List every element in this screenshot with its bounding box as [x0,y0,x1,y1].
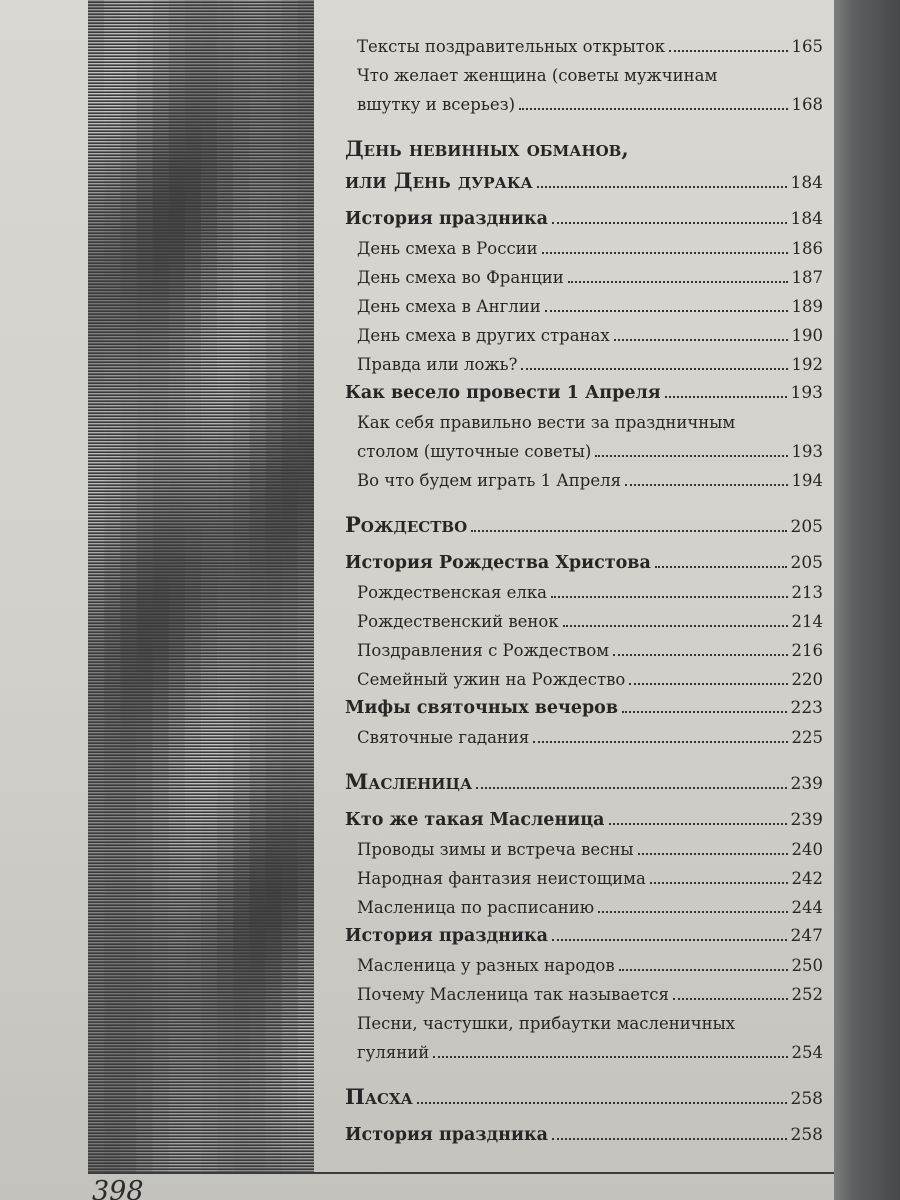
toc-page-number: 205 [790,517,823,537]
section-title: История праздника [345,209,548,229]
dot-leader [568,280,788,283]
toc-entry-title: Масленица по расписанию [357,898,595,917]
toc-entry [345,951,823,980]
toc-entry-title: Святочные гадания [357,728,530,747]
dot-leader [622,710,787,713]
toc-entry [345,321,823,350]
dot-leader [545,309,788,312]
toc-page-number: 184 [790,173,823,193]
toc-page-number: 187 [791,268,823,287]
toc-entry-title: гуляний [357,1043,430,1062]
toc-section [345,549,823,578]
toc-chapter [345,509,823,543]
toc-entry-title: Поздравления с Рождеством [357,641,610,660]
chapter-title: Пасха [345,1084,413,1109]
toc-entry [345,263,823,292]
toc-page-number: 184 [790,209,823,229]
toc-page-number: 250 [791,956,823,975]
toc-chapter [345,766,823,800]
dot-leader [552,1137,787,1140]
toc-page-number: 223 [790,698,823,718]
dot-leader [537,185,787,188]
toc-page-number: 192 [791,355,823,374]
toc-page-number: 258 [790,1125,823,1145]
dot-leader [614,338,788,341]
toc-entry [345,90,823,119]
dot-leader [669,49,787,52]
toc-page-number: 193 [790,383,823,403]
toc-page-number: 252 [791,985,823,1004]
dot-leader [521,367,787,370]
toc-page-number: 216 [791,641,823,660]
dot-leader [519,107,787,110]
dot-leader [471,529,786,532]
dot-leader [476,786,786,789]
dot-leader [613,653,787,656]
toc-entry [345,723,823,752]
toc-section [345,1121,823,1150]
dot-leader [609,822,787,825]
table-of-contents [345,32,823,1150]
dot-leader [433,1055,787,1058]
toc-chapter [345,165,823,199]
decorative-pattern-band [88,0,314,1172]
toc-page-number: 189 [791,297,823,316]
toc-entry [345,32,823,61]
section-title: История Рождества Христова [345,553,651,573]
toc-entry-title: Правда или ложь? [357,355,518,374]
dot-leader [417,1101,787,1104]
toc-entry-title: Почему Масленица так называется [357,985,669,1004]
toc-section [345,205,823,234]
toc-entry-title: День смеха в других странах [357,326,610,345]
toc-page-number: 190 [791,326,823,345]
toc-entry-line: Песни, частушки, прибаутки масленичных [357,1014,736,1033]
dot-leader [533,740,787,743]
section-title: История праздника [345,1125,548,1145]
toc-entry [345,578,823,607]
dot-leader [673,997,788,1000]
toc-entry [345,466,823,495]
toc-section [345,806,823,835]
dot-leader [563,624,788,627]
chapter-title: Рождество [345,512,468,537]
toc-page-number: 165 [791,37,823,56]
toc-page-number: 186 [791,239,823,258]
toc-page-number: 214 [791,612,823,631]
toc-entry [345,607,823,636]
toc-page-number: 239 [790,810,823,830]
toc-page-number: 168 [791,95,823,114]
toc-entry-title: Семейный ужин на Рождество [357,670,626,689]
toc-entry [345,1038,823,1067]
dot-leader [629,682,787,685]
toc-page-number: 205 [790,553,823,573]
toc-entry [345,636,823,665]
toc-entry-title: День смеха в Англии [357,297,541,316]
section-title: Как весело провести 1 Апреля [345,383,661,403]
dot-leader [638,852,788,855]
toc-chapter [345,1081,823,1115]
dot-leader [665,395,787,398]
chapter-title-line: День невинных обманов, [345,136,629,161]
toc-entry-title: День смеха в России [357,239,538,258]
toc-entry [345,437,823,466]
chapter-title: или День дурака [345,168,533,193]
toc-section [345,922,823,951]
ornament-icon [88,0,314,1172]
toc-entry [345,350,823,379]
toc-entry-title: Тексты поздравительных открыток [357,37,666,56]
toc-page-number: 244 [791,898,823,917]
toc-entry [345,980,823,1009]
dot-leader [655,565,787,568]
dot-leader [552,221,787,224]
page-number: 398 [92,1176,144,1200]
toc-section [345,379,823,408]
dot-leader [650,881,788,884]
toc-entry-title: Во что будем играть 1 Апреля [357,471,622,490]
dot-leader [542,251,788,254]
dot-leader [595,454,787,457]
toc-entry [345,292,823,321]
toc-entry [345,234,823,263]
toc-entry [345,864,823,893]
toc-page-number: 247 [790,926,823,946]
toc-entry-title: вшутку и всерьез) [357,95,516,114]
adjacent-page-edge [834,0,900,1200]
toc-page-number: 213 [791,583,823,602]
toc-page-number: 220 [791,670,823,689]
toc-entry-title: Проводы зимы и встреча весны [357,840,634,859]
toc-entry-title: Рождественская елка [357,583,547,602]
toc-entry-line: Как себя правильно вести за праздничным [357,413,736,432]
chapter-title: Масленица [345,769,473,794]
bottom-rule [88,1172,834,1174]
toc-entry-title: столом (шуточные советы) [357,442,592,461]
toc-entry-title: Народная фантазия неистощима [357,869,646,888]
toc-entry-title: Масленица у разных народов [357,956,615,975]
toc-entry-title: Рождественский венок [357,612,559,631]
toc-entry-title: День смеха во Франции [357,268,564,287]
dot-leader [625,483,787,486]
section-title: История праздника [345,926,548,946]
section-title: Кто же такая Масленица [345,810,605,830]
toc-page-number: 193 [791,442,823,461]
toc-entry-line: Что желает женщина (советы мужчинам [357,66,718,85]
toc-page-number: 258 [790,1089,823,1109]
toc-entry [345,893,823,922]
toc-page-number: 239 [790,774,823,794]
toc-page-number: 194 [791,471,823,490]
toc-page-number: 225 [791,728,823,747]
dot-leader [551,595,788,598]
toc-page-number: 254 [791,1043,823,1062]
toc-page-number: 240 [791,840,823,859]
dot-leader [552,938,787,941]
section-title: Мифы святочных вечеров [345,698,619,718]
toc-entry [345,835,823,864]
toc-section [345,694,823,723]
dot-leader [619,968,788,971]
dot-leader [598,910,787,913]
toc-page-number: 242 [791,869,823,888]
toc-entry [345,665,823,694]
